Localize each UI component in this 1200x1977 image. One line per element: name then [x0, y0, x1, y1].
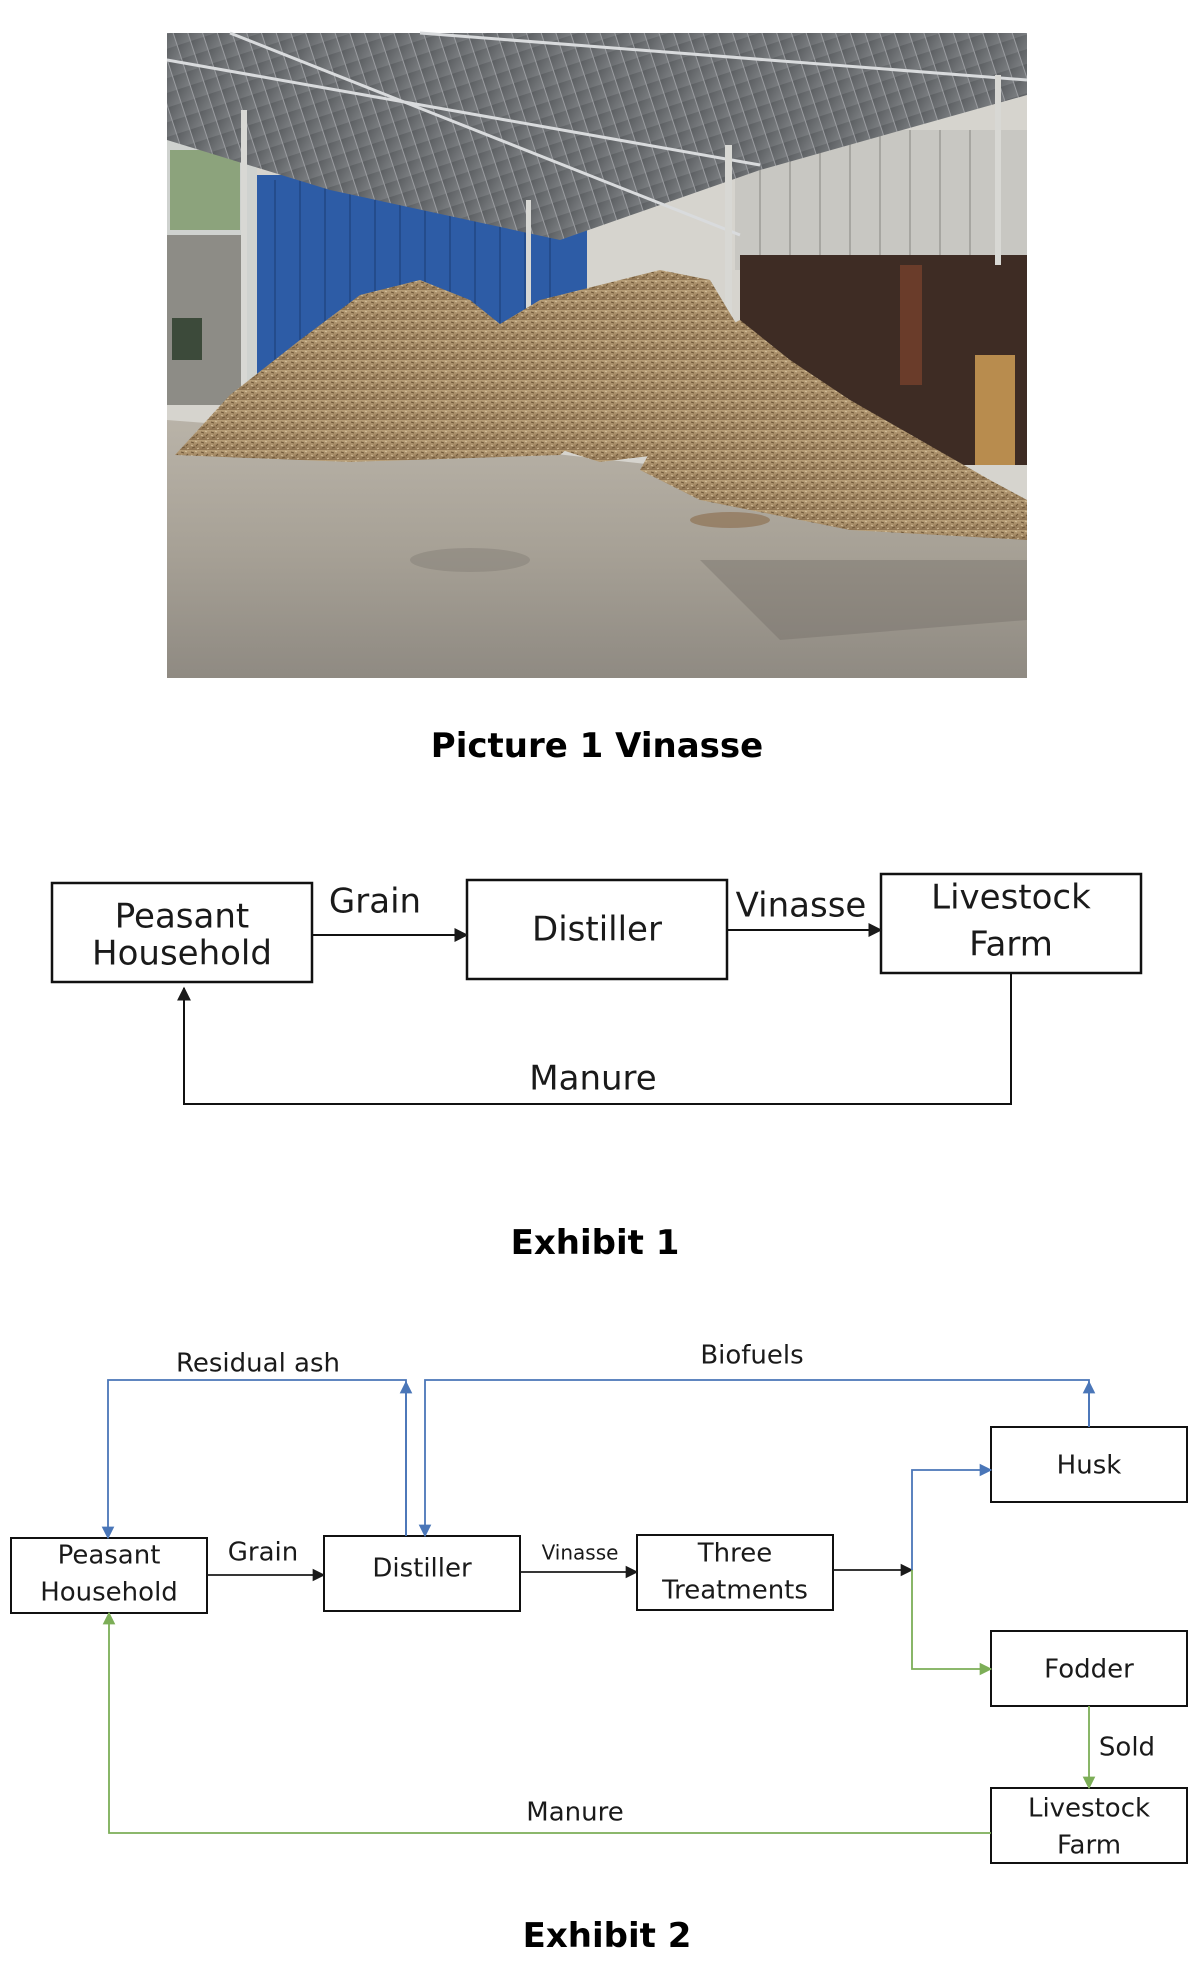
ex1-peasant-label-line1: Peasant: [114, 896, 250, 937]
ex1-livestock-label-line2: Farm: [969, 924, 1053, 965]
vinasse-photo: [167, 33, 1027, 678]
ex2-husk-label: Husk: [1056, 1450, 1122, 1481]
ex1-peasant-label-line2: Household: [92, 933, 272, 974]
ex2-livestock-label-line2: Farm: [1056, 1830, 1122, 1861]
ex2-three-label-line2: Treatments: [662, 1575, 808, 1606]
ex2-peasant-label-line1: Peasant: [57, 1540, 161, 1571]
picture-caption: Picture 1 Vinasse: [430, 726, 764, 766]
ex2-three-label-line1: Three: [697, 1538, 773, 1569]
ex1-vinasse-label: Vinasse: [735, 885, 867, 926]
ex2-vinasse-label: Vinasse: [541, 1540, 619, 1565]
ex2-sold-label: Sold: [1098, 1732, 1156, 1763]
ex2-residual-ash-arrow: [108, 1380, 406, 1538]
exhibit1-caption: Exhibit 1: [510, 1223, 680, 1263]
ex2-biofuels-arrow: [425, 1380, 1089, 1536]
ex2-peasant-label-line2: Household: [40, 1577, 178, 1608]
ex2-manure-label: Manure: [526, 1797, 624, 1828]
ex2-distiller-label: Distiller: [372, 1553, 472, 1584]
exhibit2-diagram: [11, 1341, 1187, 1864]
ex2-fodder-branch-arrow: [912, 1570, 991, 1669]
ex2-livestock-label-line1: Livestock: [1027, 1793, 1151, 1824]
ex2-husk-branch-arrow: [912, 1470, 991, 1570]
ex1-manure-label: Manure: [529, 1058, 657, 1099]
ex2-grain-label: Grain: [227, 1537, 299, 1568]
ex1-grain-label: Grain: [328, 881, 422, 922]
ex2-residual-ash-label: Residual ash: [175, 1348, 341, 1379]
ex1-livestock-label-line1: Livestock: [931, 877, 1091, 918]
exhibit2-caption: Exhibit 2: [522, 1916, 692, 1956]
ex2-fodder-label: Fodder: [1044, 1654, 1134, 1685]
exhibit1-diagram: [52, 874, 1141, 1104]
ex1-distiller-label: Distiller: [532, 909, 662, 950]
ex2-biofuels-label: Biofuels: [700, 1340, 804, 1371]
